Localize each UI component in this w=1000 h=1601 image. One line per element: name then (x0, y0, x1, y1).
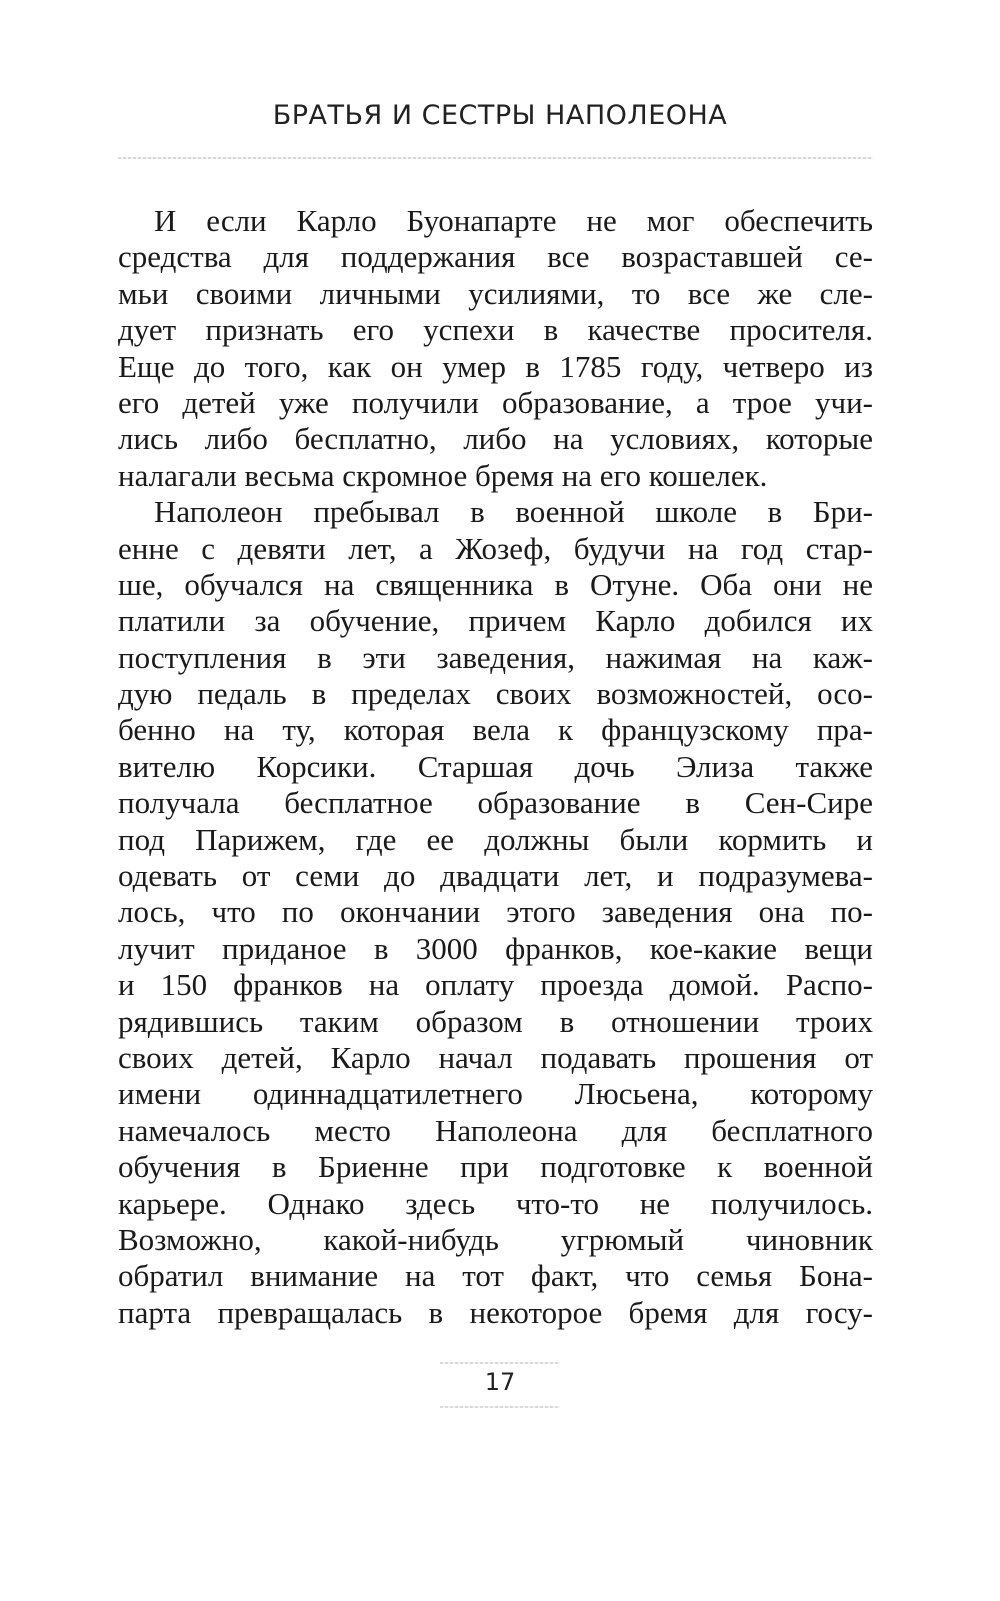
text-line: и 150 франков на оплату проезда домой. Распо- (118, 967, 873, 1003)
body-text (118, 203, 873, 1331)
text-line: обратил внимание на тот факт, что семья Бона- (118, 1258, 873, 1294)
text-line: Наполеон пребывал в военной школе в Бри- (154, 494, 873, 530)
text-line: поступления в эти заведения, нажимая на каж- (118, 639, 873, 675)
text-line: мьи своими личными усилиями, то все же сле- (118, 275, 873, 311)
text-line: енне с девяти лет, а Жозеф, будучи на год стар- (118, 530, 873, 566)
text-line: средства для поддержания все возраставшей се- (118, 239, 873, 275)
text-line: карьере. Однако здесь что-то не получилось. (118, 1185, 873, 1221)
text-line: имени одиннадцатилетнего Люсьена, которому (118, 1076, 873, 1112)
text-line: одевать от семи до двадцати лет, и подразумева- (118, 858, 873, 894)
text-line: парта превращалась в некоторое бремя для госу- (118, 1294, 873, 1330)
text-line: Еще до того, как он умер в 1785 году, четверо из (118, 348, 873, 384)
running-head: БРАТЬЯ И СЕСТРЫ НАПОЛЕОНА (272, 100, 728, 131)
text-line: рядившись таким образом в отношении троих (118, 1003, 873, 1039)
text-line: получала бесплатное образование в Сен-Сире (118, 785, 873, 821)
text-line: налагали весьма скромное бремя на его кошелек. (118, 457, 768, 493)
text-line: намечалось место Наполеона для бесплатного (118, 1112, 873, 1148)
text-line: лучит приданое в 3000 франков, кое-какие вещи (118, 930, 873, 966)
text-line: И если Карло Буонапарте не мог обеспечить (154, 203, 873, 238)
page-number: 17 (484, 1368, 516, 1396)
text-line: его детей уже получили образование, а трое учи- (118, 384, 873, 420)
text-line: лось, что по окончании этого заведения она по- (118, 894, 873, 930)
text-line: под Парижем, где ее должны были кормить и (118, 821, 873, 857)
text-line: ше, обучался на священника в Отуне. Оба они не (118, 566, 873, 602)
folio-rule-bottom (440, 1406, 560, 1408)
text-line: дует признать его успехи в качестве просителя. (118, 312, 873, 348)
text-line: обучения в Бриенне при подготовке к военной (118, 1149, 873, 1185)
text-line: вителю Корсики. Старшая дочь Элиза также (118, 748, 873, 784)
folio-rule-top (440, 1362, 560, 1364)
text-line: лись либо бесплатно, либо на условиях, которые (118, 421, 873, 457)
text-line: своих детей, Карло начал подавать прошения от (118, 1039, 873, 1075)
text-line: бенно на ту, которая вела к французскому пра- (118, 712, 873, 748)
text-line: Возможно, какой-нибудь угрюмый чиновник (118, 1221, 873, 1257)
text-line: дую педаль в пределах своих возможностей, осо- (118, 676, 873, 712)
header-rule (118, 157, 873, 159)
text-line: платили за обучение, причем Карло добился их (118, 603, 873, 639)
